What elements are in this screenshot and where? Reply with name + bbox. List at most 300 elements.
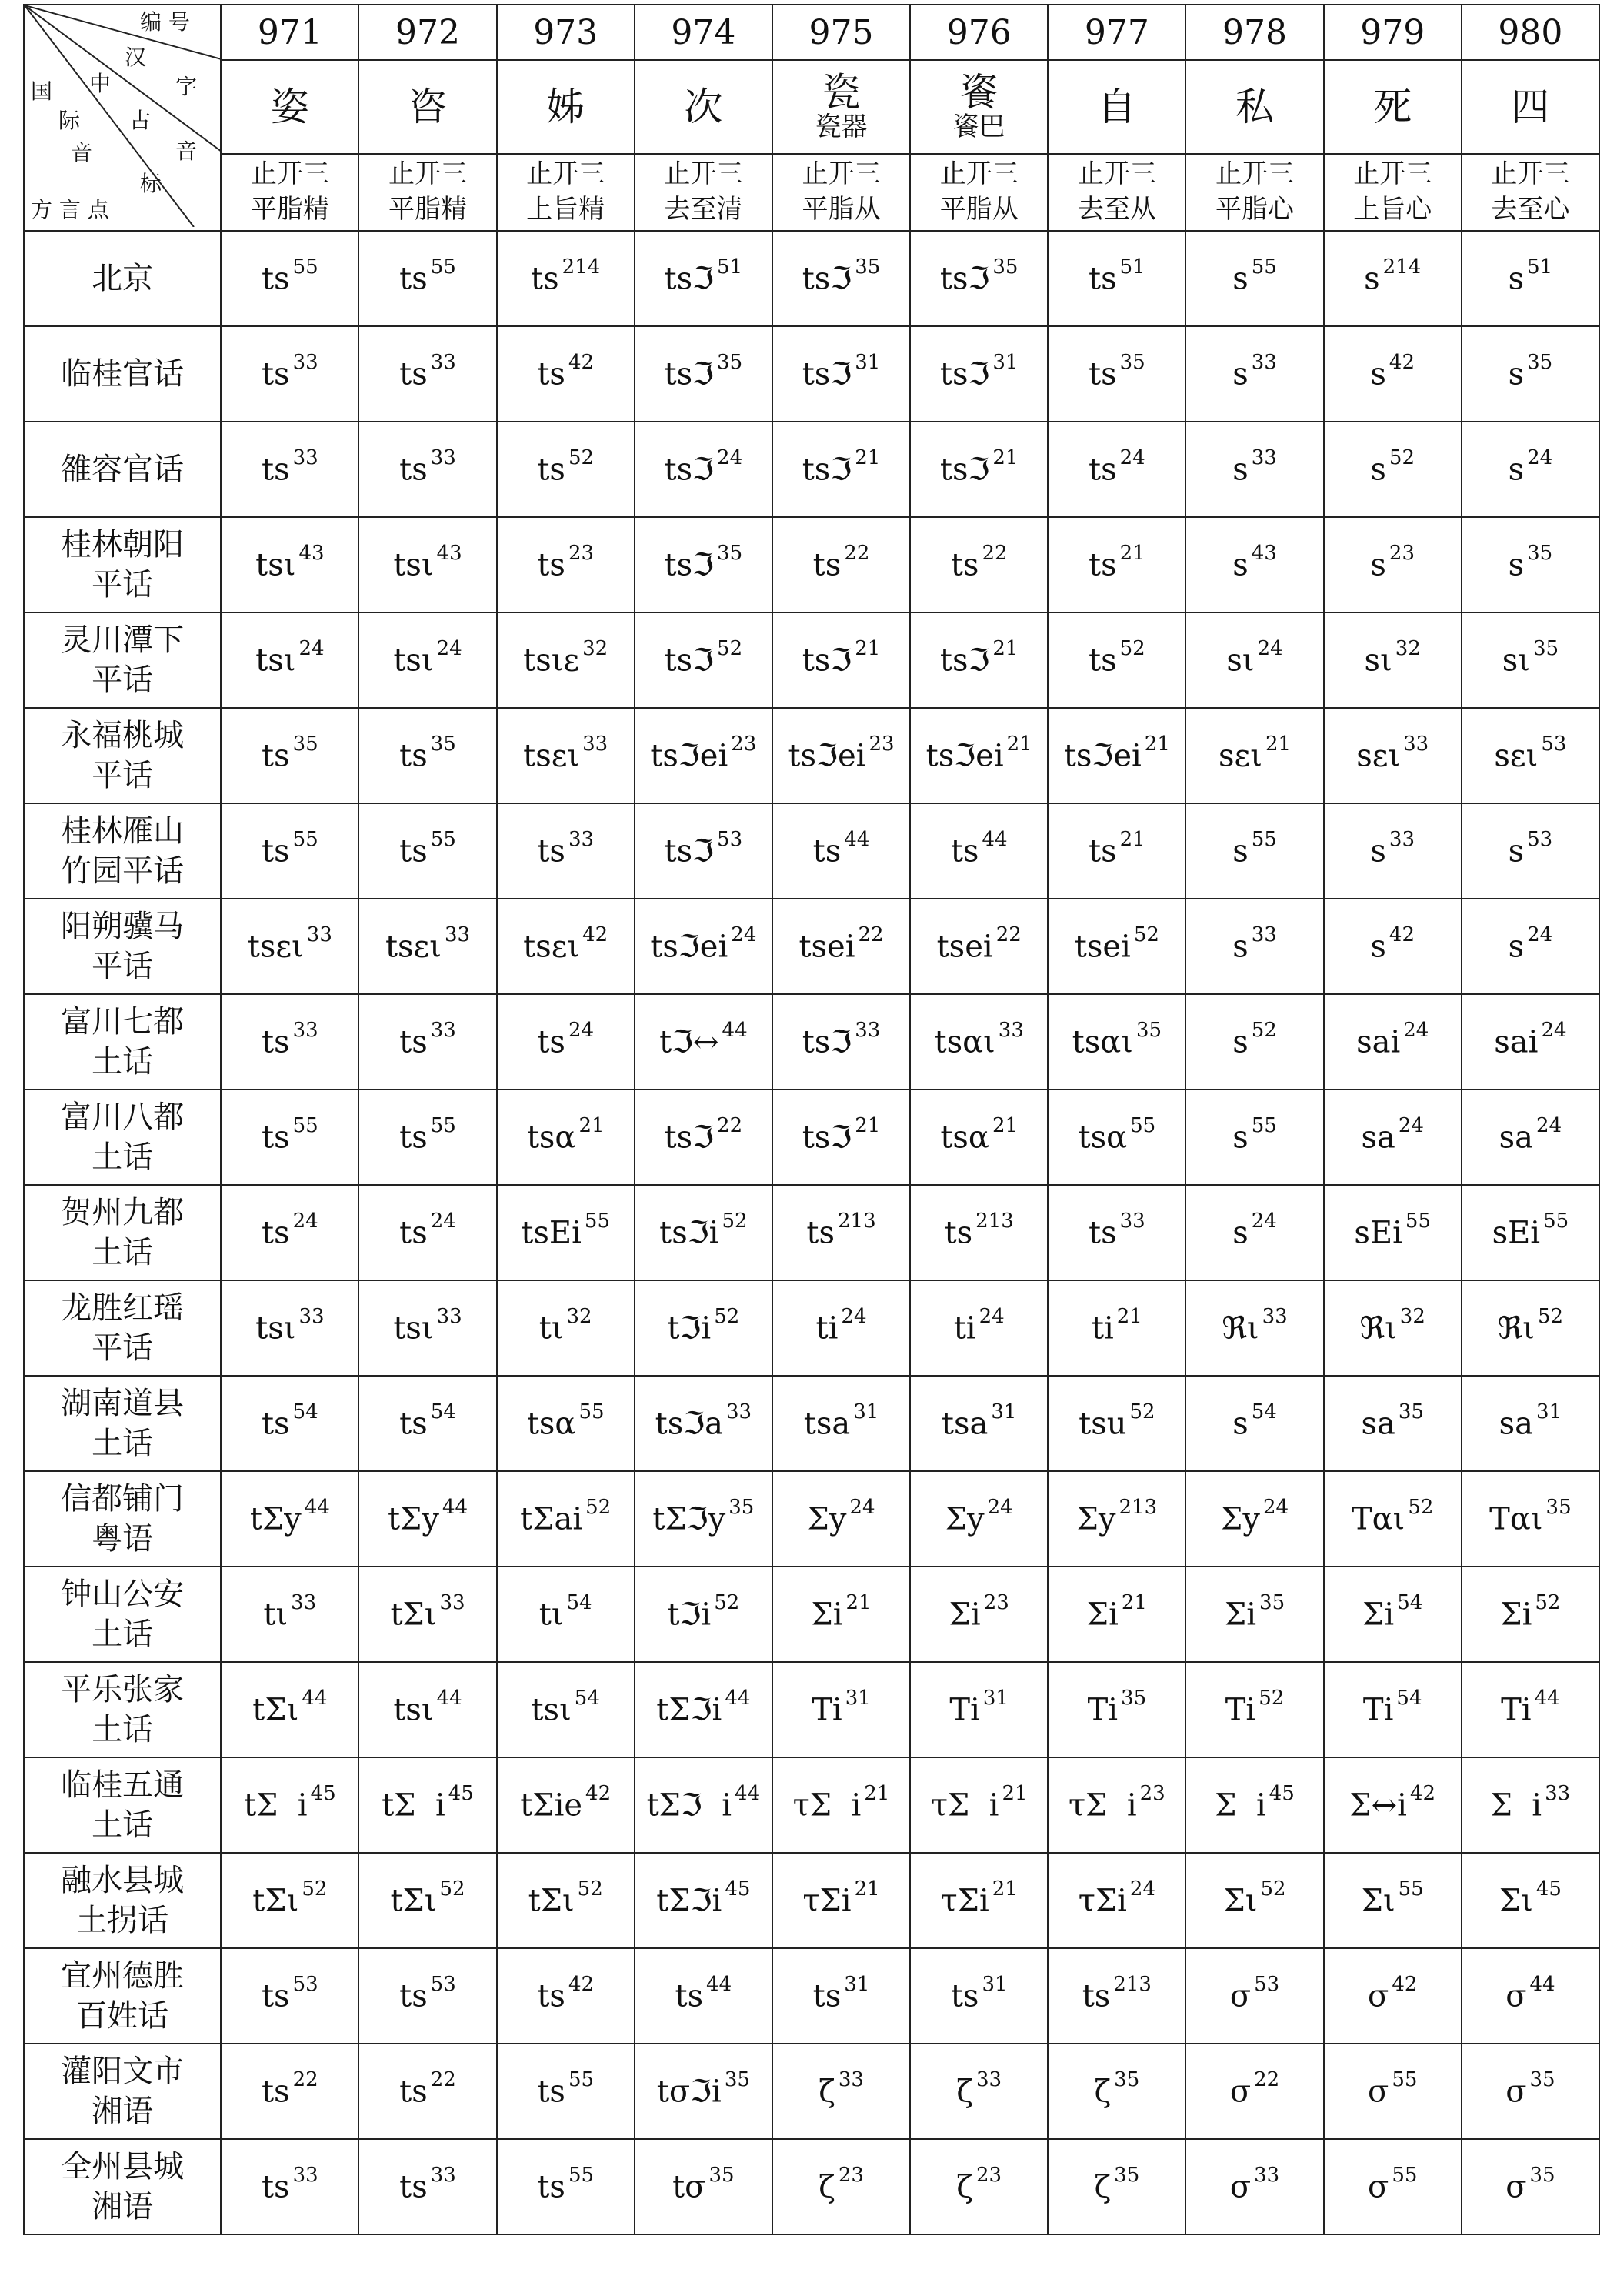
tone-value: 24 [1398,1114,1424,1138]
ipa-cell [1048,2044,1185,2139]
table-row [24,2044,1599,2139]
ipa-cell [910,1567,1048,1662]
table-row [24,1853,1599,1948]
ipa-syllable: Σ i [1215,1787,1266,1824]
tone-value: 23 [1139,1782,1165,1806]
tone-value: 33 [1262,1305,1288,1329]
tone-value: 24 [1257,637,1283,661]
ipa-syllable: tsℑ [939,356,990,392]
ipa-syllable: tsℑei [650,929,728,965]
ipa-cell [358,1757,496,1853]
ipa-syllable: tsei [1074,929,1131,965]
dialect-place [24,1757,221,1853]
ipa-cell [358,231,496,326]
ipa-cell [1462,231,1599,326]
tone-value: 35 [1527,542,1553,566]
tone-value: 44 [722,1019,748,1043]
dialect-table-sheet [23,4,1600,2235]
ipa-cell [221,1948,358,2044]
ipa-cell [358,899,496,994]
ipa-syllable: ts [944,1215,973,1251]
dialect-place [24,1280,221,1376]
tone-value: 33 [1251,351,1277,375]
ipa-cell [1048,994,1185,1090]
tone-value: 33 [430,446,456,470]
ipa-cell [1048,2139,1185,2234]
position-she-kai-deng: 止开三 [802,159,881,190]
dialect-place-line: 平话 [92,949,154,984]
position-tone-rhyme-initial: 去至清 [664,194,743,225]
ipa-cell [221,1376,358,1471]
tone-value: 24 [731,923,757,947]
ipa-cell [1185,2139,1323,2234]
dialect-place-line: 北京 [92,261,154,296]
ipa-syllable: s [1232,261,1249,297]
dialect-place [24,708,221,803]
ipa-cell [221,1567,358,1662]
ipa-cell [1462,994,1599,1090]
header-middle-chinese-position [772,154,910,231]
tone-value: 55 [430,828,456,852]
tone-value: 52 [1259,1687,1285,1710]
ipa-syllable: ts [1089,1215,1117,1251]
tone-value: 35 [717,542,743,566]
ipa-syllable: σ [1229,2169,1252,2205]
tone-value: 213 [975,1210,1014,1233]
ipa-cell [910,231,1048,326]
position-she-kai-deng: 止开三 [388,159,467,190]
tone-value: 53 [1541,733,1567,756]
position-she-kai-deng: 止开三 [1491,159,1570,190]
ipa-syllable: sι [1226,642,1255,679]
ipa-cell [910,708,1048,803]
ipa-syllable: ts [261,833,290,869]
ipa-cell [497,1948,635,2044]
header-middle-chinese-position [635,154,772,231]
ipa-cell [910,1090,1048,1185]
dialect-place [24,612,221,708]
tone-value: 33 [855,1019,881,1043]
ipa-cell [497,803,635,899]
tone-value: 24 [1527,446,1553,470]
ipa-cell [1462,1280,1599,1376]
tone-value: 35 [1398,1400,1424,1424]
ipa-syllable: Σι [1499,1883,1533,1919]
tone-value: 214 [562,255,601,279]
table-row [24,803,1599,899]
ipa-cell [1185,1471,1323,1567]
ipa-cell [635,422,772,517]
character-gloss: 瓷器 [815,112,868,143]
tone-value: 55 [1543,1210,1569,1233]
tone-value: 32 [566,1305,592,1329]
ipa-cell [221,1757,358,1853]
tone-value: 24 [1403,1019,1429,1043]
ipa-cell [635,1471,772,1567]
ipa-cell [358,517,496,612]
tone-value: 21 [1119,542,1145,566]
tone-value: 21 [1121,1591,1147,1615]
ipa-syllable: sai [1356,1024,1401,1060]
ipa-syllable: tσℑi [656,2074,722,2110]
corner-label-biao: 标 [140,171,162,196]
ipa-cell [1048,1376,1185,1471]
tone-value: 24 [436,637,462,661]
ipa-syllable: ts [399,1406,428,1442]
ipa-cell [497,1090,635,1185]
ipa-cell [1462,612,1599,708]
tone-value: 52 [568,446,595,470]
dialect-place-line: 融水县城 [61,1863,185,1898]
dialect-place-line: 土话 [92,1426,154,1461]
dialect-place-line: 龙胜红瑶 [61,1290,185,1326]
dialect-place [24,1090,221,1185]
dialect-place-line: 富川七都 [61,1004,185,1040]
ipa-syllable: tsℑ [802,1120,852,1156]
tone-value: 55 [1398,1877,1424,1901]
tone-value: 23 [869,733,895,756]
tone-value: 24 [1119,446,1145,470]
ipa-syllable: tsα [1078,1120,1128,1156]
ipa-cell [1462,708,1599,803]
ipa-syllable: tsℑ [664,833,715,869]
ipa-cell [1324,422,1462,517]
tone-value: 43 [1251,542,1277,566]
dialect-place [24,1471,221,1567]
corner-diagonals [25,5,222,227]
ipa-syllable: tΣℑ i [646,1787,732,1824]
position-she-kai-deng: 止开三 [939,159,1019,190]
tone-value: 33 [444,923,471,947]
tone-value: 31 [982,1973,1008,1997]
tone-value: 22 [292,2068,318,2092]
ipa-syllable: tΣie [520,1787,583,1824]
tone-value: 24 [987,1496,1013,1520]
ipa-cell [1048,612,1185,708]
ipa-cell [1185,994,1323,1090]
tone-value: 35 [708,2164,735,2188]
ipa-syllable: τΣ i [930,1787,999,1824]
dialect-place-line: 阳朔骥马 [61,909,185,944]
ipa-syllable: σ [1229,1978,1252,2014]
ipa-cell [910,517,1048,612]
ipa-syllable: tsℑ [802,452,852,488]
ipa-cell [772,1662,910,1757]
dialect-place-line: 平话 [92,1330,154,1366]
tone-value: 35 [1135,1019,1162,1043]
tone-value: 44 [1534,1687,1560,1710]
tone-value: 52 [1408,1496,1434,1520]
ipa-syllable: tΣy [387,1501,439,1537]
dialect-place-line: 灌阳文市 [61,2054,185,2089]
position-tone-rhyme-initial: 平脂从 [939,194,1019,225]
header-number: 979 [1324,5,1462,60]
ipa-syllable: sa [1361,1120,1395,1156]
tone-value: 55 [292,255,318,279]
ipa-syllable: s [1370,452,1386,488]
tone-value: 21 [845,1591,872,1615]
ipa-cell [1185,422,1323,517]
ipa-syllable: τΣ i [1069,1787,1137,1824]
dialect-place-line: 永福桃城 [61,718,185,753]
ipa-cell [910,994,1048,1090]
ipa-syllable: Σi [1086,1597,1119,1633]
dialect-place-line: 临桂官话 [61,356,185,392]
tone-value: 54 [292,1400,318,1424]
ipa-syllable: Σy [945,1501,985,1537]
ipa-cell [497,1757,635,1853]
ipa-cell [635,517,772,612]
ipa-cell [1462,1376,1599,1471]
tone-value: 43 [436,542,462,566]
header-middle-chinese-position [910,154,1048,231]
ipa-cell [1324,1280,1462,1376]
ipa-cell [1324,2044,1462,2139]
dialect-place-line: 信都铺门 [61,1481,185,1517]
ipa-syllable: tΣι [252,1692,299,1728]
ipa-syllable: Σι [1223,1883,1258,1919]
tone-value: 21 [992,1877,1018,1901]
ipa-cell [1324,1376,1462,1471]
tone-value: 213 [838,1210,876,1233]
tone-value: 35 [1529,2164,1555,2188]
ipa-syllable: ζ [819,2169,835,2205]
corner-label-guo: 国 [31,78,53,104]
ipa-cell [1185,803,1323,899]
tone-value: 55 [1405,1210,1432,1233]
ipa-cell [221,517,358,612]
tone-value: 35 [1545,1496,1572,1520]
ipa-syllable: tΣ i [382,1787,445,1824]
ipa-syllable: s [1370,833,1386,869]
ipa-cell [358,803,496,899]
ipa-syllable: sει [1494,738,1539,774]
ipa-syllable: ts [261,1215,290,1251]
ipa-syllable: tsℑ [664,642,715,679]
tone-value: 23 [983,1591,1009,1615]
tone-value: 44 [725,1687,751,1710]
tone-value: 44 [1529,1973,1555,1997]
ipa-cell [1048,1757,1185,1853]
ipa-syllable: tsι [393,1692,434,1728]
header-character [1185,60,1323,154]
tone-value: 33 [975,2068,1002,2092]
dialect-place-line: 湖南道县 [61,1386,185,1421]
ipa-syllable: tsαι [934,1024,995,1060]
ipa-syllable: tsℑei [650,738,728,774]
ipa-syllable: tsa [803,1406,851,1442]
header-corner-cell [24,5,221,231]
character-glyph: 咨 [408,84,447,129]
tone-value: 42 [568,351,595,375]
ipa-cell [772,1185,910,1280]
tone-value: 23 [975,2164,1002,2188]
ipa-syllable: tsℑ [664,452,715,488]
ipa-syllable: s [1364,261,1380,297]
ipa-syllable: tsℑ [664,356,715,392]
tone-value: 52 [577,1877,603,1901]
ipa-cell [221,1280,358,1376]
ipa-cell [1462,1757,1599,1853]
tone-value: 45 [448,1782,474,1806]
ipa-syllable: s [1232,452,1249,488]
ipa-syllable: ts [399,1978,428,2014]
ipa-syllable: s [1370,547,1386,583]
tone-value: 54 [566,1591,592,1615]
dialect-place-line: 平话 [92,567,154,602]
ipa-cell [635,612,772,708]
table-row [24,1662,1599,1757]
ipa-cell [1324,326,1462,422]
header-character [635,60,772,154]
tone-value: 21 [1144,733,1170,756]
ipa-syllable: sa [1361,1406,1395,1442]
position-she-kai-deng: 止开三 [1077,159,1156,190]
tone-value: 33 [998,1019,1024,1043]
tone-value: 33 [291,1591,317,1615]
ipa-syllable: Σi [811,1597,843,1633]
ipa-cell [635,994,772,1090]
position-tone-rhyme-initial: 平脂心 [1215,194,1295,225]
ipa-syllable: tΣℑy [652,1501,726,1537]
ipa-syllable: ts [537,1024,565,1060]
ipa-syllable: Ti [1501,1692,1532,1728]
ipa-cell [772,326,910,422]
header-number: 974 [635,5,772,60]
ipa-syllable: ζ [956,2074,973,2110]
ipa-cell [910,422,1048,517]
ipa-cell [635,899,772,994]
table-row [24,1376,1599,1471]
tone-value: 52 [1260,1877,1286,1901]
ipa-syllable: sει [1219,738,1262,774]
ipa-syllable: Ti [812,1692,842,1728]
dialect-place [24,1662,221,1757]
tone-value: 35 [1529,2068,1555,2092]
tone-value: 22 [982,542,1008,566]
table-row [24,708,1599,803]
dialect-place-line: 平话 [92,662,154,698]
tone-value: 24 [1262,1496,1289,1520]
ipa-syllable: tsι [255,1310,296,1347]
tone-value: 55 [578,1400,605,1424]
ipa-syllable: ts [261,1120,290,1156]
corner-label-gu: 古 [129,108,152,133]
tone-value: 44 [304,1496,330,1520]
dialect-place-line: 平乐张家 [61,1672,185,1707]
ipa-syllable: tsει [523,929,580,965]
tone-value: 21 [1119,828,1145,852]
header-middle-chinese-position [497,154,635,231]
ipa-syllable: tΣι [252,1883,299,1919]
ipa-syllable: tsa [941,1406,989,1442]
ipa-cell [1324,899,1462,994]
ipa-cell [772,803,910,899]
ipa-cell [635,708,772,803]
ipa-cell [1462,326,1599,422]
ipa-syllable: sι [1364,642,1392,679]
ipa-cell [635,1757,772,1853]
ipa-cell [635,2139,772,2234]
header-middle-chinese-position [1048,154,1185,231]
ipa-syllable: s [1232,1024,1249,1060]
ipa-syllable: ts [675,1978,704,2014]
tone-value: 52 [1119,637,1145,661]
ipa-syllable: sa [1499,1406,1534,1442]
ipa-syllable: ts [261,2169,290,2205]
ipa-cell [772,517,910,612]
tone-value: 55 [568,2068,595,2092]
ipa-syllable: ts [261,2074,290,2110]
ipa-cell [1185,231,1323,326]
dialect-place [24,422,221,517]
tone-value: 52 [439,1877,465,1901]
ipa-syllable: tsℑ [664,261,715,297]
ipa-syllable: ts [537,1978,565,2014]
ipa-syllable: ts [399,2074,428,2110]
header-number: 976 [910,5,1048,60]
ipa-cell [221,708,358,803]
tone-value: 24 [979,1305,1005,1329]
ipa-syllable: tι [263,1597,288,1633]
ipa-syllable: tΣι [528,1883,575,1919]
ipa-cell [772,1280,910,1376]
dialect-place [24,994,221,1090]
table-row [24,326,1599,422]
tone-value: 55 [430,255,456,279]
tone-value: 21 [864,1782,890,1806]
ipa-cell [1185,1948,1323,2044]
character-glyph: 死 [1373,84,1412,129]
tone-value: 31 [1536,1400,1562,1424]
tone-value: 55 [430,1114,456,1138]
character-glyph: 餈 [959,69,999,115]
tone-value: 33 [1403,733,1429,756]
tone-value: 53 [717,828,743,852]
ipa-syllable: tsα [526,1406,576,1442]
ipa-syllable: ts [537,547,565,583]
ipa-cell [1048,708,1185,803]
tone-value: 21 [992,637,1019,661]
ipa-syllable: ti [815,1310,839,1347]
dialect-place-line: 平话 [92,758,154,793]
ipa-syllable: ts [261,1406,290,1442]
tone-value: 22 [844,542,870,566]
tone-value: 42 [582,923,608,947]
ipa-cell [772,1471,910,1567]
ipa-syllable: ts [950,547,979,583]
dialect-place-line: 桂林朝阳 [61,527,185,562]
dialect-place [24,899,221,994]
ipa-syllable: σ [1368,2169,1389,2205]
header-character [1048,60,1185,154]
tone-value: 52 [717,637,743,661]
ipa-syllable: ts [812,833,842,869]
tone-value: 35 [992,255,1019,279]
header-number: 980 [1462,5,1599,60]
tone-value: 44 [735,1782,761,1806]
ipa-cell [635,326,772,422]
ipa-syllable: ℜι [1359,1310,1397,1347]
ipa-cell [1048,517,1185,612]
ipa-cell [772,1376,910,1471]
ipa-cell [497,231,635,326]
ipa-syllable: ts [261,1978,290,2014]
tone-value: 32 [1399,1305,1425,1329]
ipa-syllable: sει [1356,738,1401,774]
ipa-syllable: τΣi [802,1883,852,1919]
tone-value: 33 [725,1400,752,1424]
